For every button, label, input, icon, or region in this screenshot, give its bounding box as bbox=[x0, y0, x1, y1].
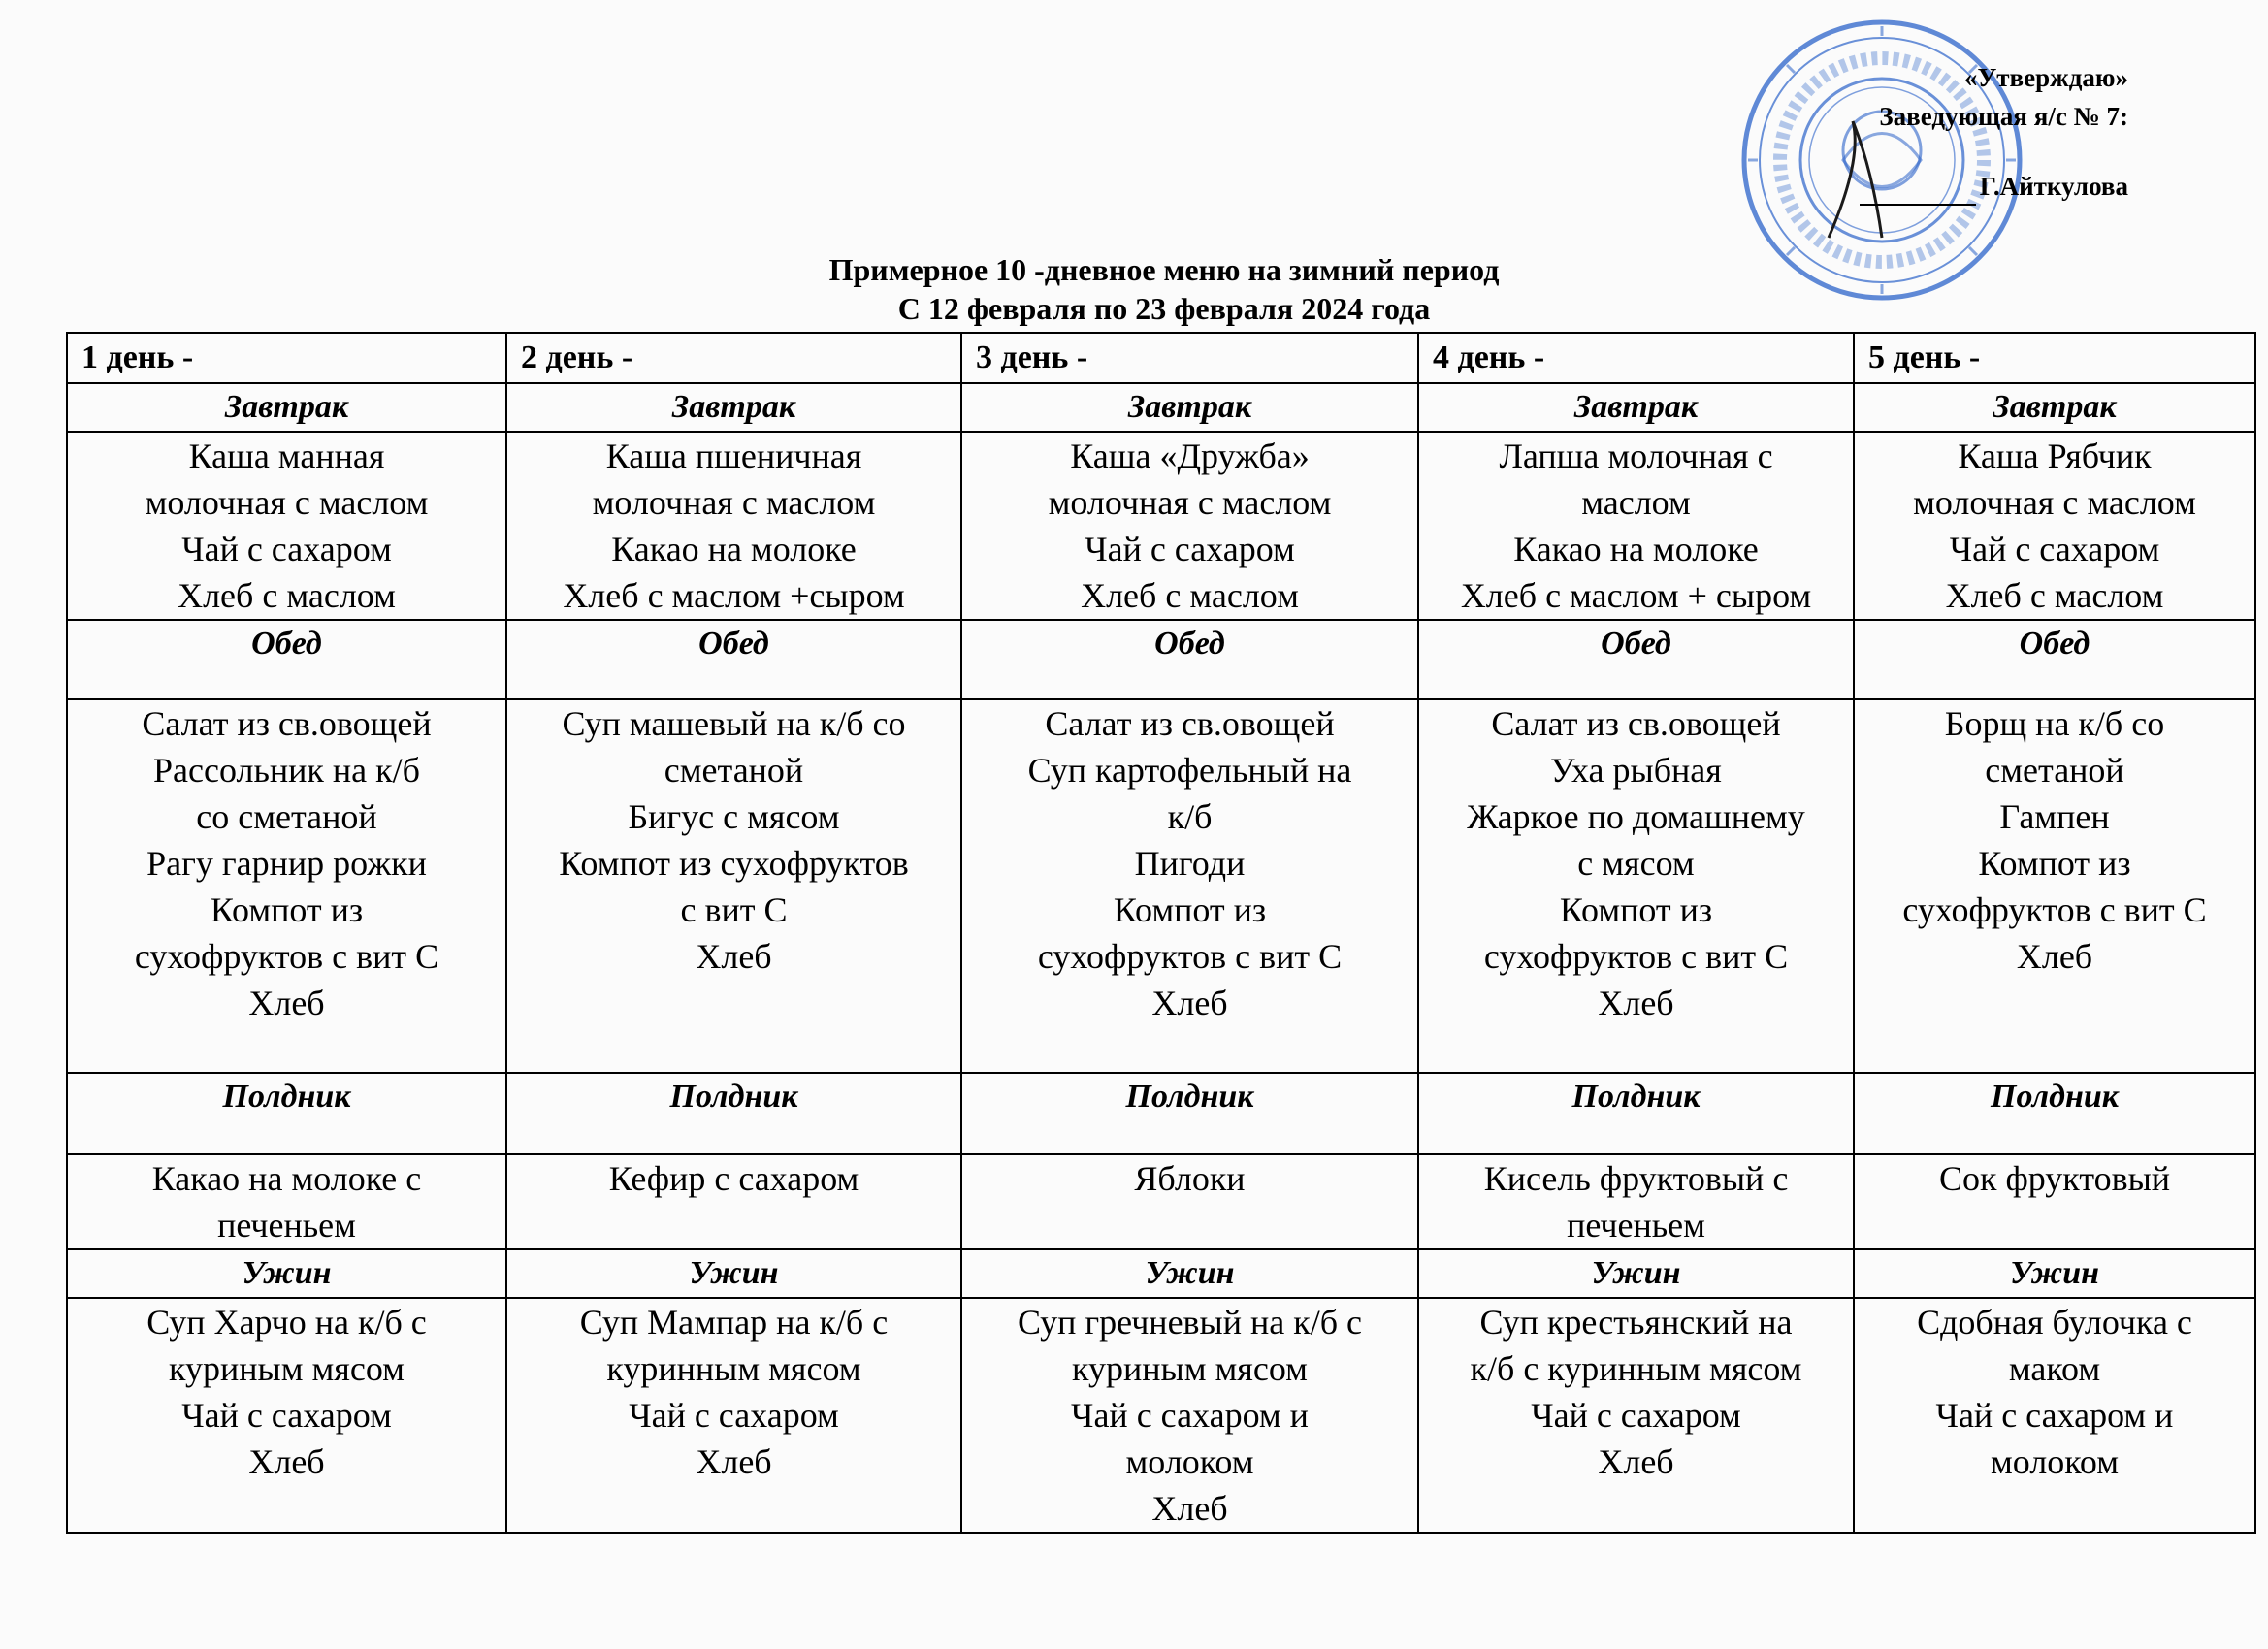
dish-line: Жаркое по домашнему bbox=[1467, 797, 1805, 836]
dinner-row bbox=[67, 1298, 2255, 1533]
meal-label-snack: Полдник bbox=[1854, 1073, 2255, 1154]
snack-cell bbox=[1418, 1154, 1854, 1249]
dish-line: Каша «Дружба» bbox=[1070, 436, 1310, 475]
lunch-cell bbox=[1418, 699, 1854, 1073]
dish-line: Хлеб bbox=[2016, 937, 2093, 976]
snack-cell bbox=[506, 1154, 961, 1249]
dish-line: Хлеб с маслом + сыром bbox=[1460, 576, 1812, 615]
dish-line: Компот из bbox=[1559, 890, 1713, 929]
dish-line: Лапша молочная с bbox=[1499, 436, 1773, 475]
dish-line: молочная с маслом bbox=[145, 483, 429, 522]
dish-line: куринным мясом bbox=[606, 1349, 861, 1388]
snack-cell bbox=[1854, 1154, 2255, 1249]
day-header: 4 день - bbox=[1418, 333, 1854, 383]
meal-label-snack: Полдник bbox=[67, 1073, 506, 1154]
dish-line: Чай с сахаром bbox=[181, 1396, 392, 1435]
dish-line: Хлеб bbox=[696, 1442, 772, 1481]
breakfast-label-row bbox=[67, 383, 2255, 432]
meal-label-dinner: Ужин bbox=[961, 1249, 1418, 1298]
dish-line: с вит С bbox=[680, 890, 788, 929]
meal-label-dinner: Ужин bbox=[67, 1249, 506, 1298]
meal-label-lunch: Обед bbox=[961, 620, 1418, 699]
dish-line: Суп Мампар на к/б с bbox=[579, 1303, 889, 1342]
breakfast-cell bbox=[961, 432, 1418, 620]
dish-line: со сметаной bbox=[196, 797, 377, 836]
meal-label-snack: Полдник bbox=[506, 1073, 961, 1154]
dish-line: Хлеб bbox=[1598, 1442, 1674, 1481]
dish-line: Компот из bbox=[1978, 844, 2131, 883]
meal-label-breakfast: Завтрак bbox=[506, 383, 961, 432]
snack-row bbox=[67, 1154, 2255, 1249]
menu-table bbox=[66, 332, 2256, 1534]
dinner-cell bbox=[1418, 1298, 1854, 1533]
breakfast-row bbox=[67, 432, 2255, 620]
dish-line: Какао на молоке bbox=[611, 530, 857, 568]
dish-line: Чай с сахаром bbox=[1531, 1396, 1741, 1435]
approval-position: Заведующая я/с № 7: bbox=[1879, 102, 2128, 131]
dish-line: маком bbox=[2008, 1349, 2101, 1388]
meal-label-lunch: Обед bbox=[1418, 620, 1854, 699]
dish-line: Рассольник на к/б bbox=[153, 751, 420, 790]
dish-line: куриным мясом bbox=[169, 1349, 405, 1388]
dish-line: Суп гречневый на к/б с bbox=[1017, 1303, 1363, 1342]
dish-line: Борщ на к/б со bbox=[1944, 704, 2165, 743]
dish-line: Рагу гарнир рожки bbox=[146, 844, 427, 883]
dinner-label-row bbox=[67, 1249, 2255, 1298]
dish-line: сухофруктов с вит С bbox=[1902, 890, 2207, 929]
dish-line: Хлеб с маслом bbox=[1081, 576, 1299, 615]
day-header: 5 день - bbox=[1854, 333, 2255, 383]
dish-line: Яблоки bbox=[1134, 1159, 1246, 1198]
dinner-cell bbox=[961, 1298, 1418, 1533]
title-line-2: С 12 февраля по 23 февраля 2024 года bbox=[897, 291, 1431, 326]
lunch-cell bbox=[1854, 699, 2255, 1073]
dish-line: Хлеб bbox=[1151, 1489, 1228, 1528]
dish-line: Суп картофельный на bbox=[1027, 751, 1352, 790]
dish-line: с мясом bbox=[1577, 844, 1695, 883]
day-header: 3 день - bbox=[961, 333, 1418, 383]
signature-line bbox=[1860, 200, 1976, 206]
meal-label-breakfast: Завтрак bbox=[961, 383, 1418, 432]
dish-line: Чай с сахаром bbox=[1085, 530, 1295, 568]
dish-line: молочная с маслом bbox=[1048, 483, 1332, 522]
dish-line: Бигус с мясом bbox=[628, 797, 840, 836]
dish-line: молоком bbox=[1990, 1442, 2120, 1481]
breakfast-cell bbox=[506, 432, 961, 620]
dish-line: к/б с куринным мясом bbox=[1470, 1349, 1802, 1388]
dish-line: Компот из bbox=[210, 890, 364, 929]
dish-line: сухофруктов с вит С bbox=[134, 937, 439, 976]
meal-label-dinner: Ужин bbox=[506, 1249, 961, 1298]
approval-heading: «Утверждаю» bbox=[1963, 63, 2128, 92]
dish-line: Сдобная булочка с bbox=[1917, 1303, 2192, 1342]
dish-line: Кисель фруктовый с bbox=[1483, 1159, 1789, 1198]
dish-line: Хлеб bbox=[1151, 984, 1228, 1022]
lunch-cell bbox=[506, 699, 961, 1073]
dish-line: печеньем bbox=[1567, 1206, 1705, 1245]
dish-line: Какао на молоке с bbox=[151, 1159, 422, 1198]
page-title bbox=[0, 250, 2268, 328]
dish-line: Каша пшеничная bbox=[605, 436, 862, 475]
signatory-name: Г.Айткулова bbox=[1979, 172, 2128, 201]
dish-line: Чай с сахаром bbox=[181, 530, 392, 568]
dish-line: к/б bbox=[1167, 797, 1213, 836]
breakfast-cell bbox=[1418, 432, 1854, 620]
dish-line: Хлеб bbox=[696, 937, 772, 976]
meal-label-lunch: Обед bbox=[506, 620, 961, 699]
title-line-1: Примерное 10 -дневное меню на зимний период bbox=[828, 252, 1500, 287]
dish-line: Кефир с сахаром bbox=[608, 1159, 859, 1198]
dish-line: Суп Харчо на к/б с bbox=[146, 1303, 427, 1342]
dish-line: Хлеб bbox=[248, 984, 325, 1022]
dish-line: Чай с сахаром bbox=[1949, 530, 2160, 568]
dish-line: Чай с сахаром и bbox=[1071, 1396, 1309, 1435]
dish-line: Хлеб с маслом bbox=[178, 576, 396, 615]
meal-label-snack: Полдник bbox=[961, 1073, 1418, 1154]
dish-line: молочная с маслом bbox=[592, 483, 876, 522]
dinner-cell bbox=[1854, 1298, 2255, 1533]
day-header: 2 день - bbox=[506, 333, 961, 383]
dish-line: молоком bbox=[1125, 1442, 1254, 1481]
dish-line: маслом bbox=[1581, 483, 1691, 522]
breakfast-cell bbox=[67, 432, 506, 620]
dish-line: Суп крестьянский на bbox=[1479, 1303, 1793, 1342]
dish-line: печеньем bbox=[217, 1206, 356, 1245]
dish-line: Чай с сахаром и bbox=[1935, 1396, 2174, 1435]
dish-line: Хлеб bbox=[248, 1442, 325, 1481]
breakfast-cell bbox=[1854, 432, 2255, 620]
dish-line: сухофруктов с вит С bbox=[1037, 937, 1343, 976]
dish-line: Чай с сахаром bbox=[629, 1396, 839, 1435]
lunch-row bbox=[67, 699, 2255, 1073]
dish-line: куриным мясом bbox=[1072, 1349, 1308, 1388]
dish-line: Компот из сухофруктов bbox=[559, 844, 909, 883]
dish-line: Хлеб с маслом +сыром bbox=[563, 576, 905, 615]
days-header-row bbox=[67, 333, 2255, 383]
meal-label-breakfast: Завтрак bbox=[67, 383, 506, 432]
dish-line: Каша Рябчик bbox=[1958, 436, 2152, 475]
dish-line: Сок фруктовый bbox=[1938, 1159, 2171, 1198]
dish-line: Салат из св.овощей bbox=[1491, 704, 1781, 743]
meal-label-breakfast: Завтрак bbox=[1418, 383, 1854, 432]
meal-label-lunch: Обед bbox=[67, 620, 506, 699]
dish-line: Хлеб bbox=[1598, 984, 1674, 1022]
snack-cell bbox=[67, 1154, 506, 1249]
dish-line: Хлеб с маслом bbox=[1945, 576, 2164, 615]
dish-line: Уха рыбная bbox=[1550, 751, 1722, 790]
snack-label-row bbox=[67, 1073, 2255, 1154]
lunch-cell bbox=[67, 699, 506, 1073]
approval-block bbox=[1860, 58, 2128, 206]
dinner-cell bbox=[67, 1298, 506, 1533]
meal-label-lunch: Обед bbox=[1854, 620, 2255, 699]
meal-label-snack: Полдник bbox=[1418, 1073, 1854, 1154]
dish-line: Гампен bbox=[1999, 797, 2110, 836]
lunch-cell bbox=[961, 699, 1418, 1073]
dish-line: Каша манная bbox=[188, 436, 385, 475]
dish-line: Суп машевый на к/б со bbox=[562, 704, 906, 743]
approval-signature bbox=[1860, 167, 2128, 206]
dish-line: сметаной bbox=[1985, 751, 2124, 790]
dish-line: молочная с маслом bbox=[1913, 483, 2196, 522]
meal-label-dinner: Ужин bbox=[1854, 1249, 2255, 1298]
dish-line: Салат из св.овощей bbox=[142, 704, 432, 743]
day-header: 1 день - bbox=[67, 333, 506, 383]
dinner-cell bbox=[506, 1298, 961, 1533]
dish-line: сухофруктов с вит С bbox=[1483, 937, 1789, 976]
meal-label-dinner: Ужин bbox=[1418, 1249, 1854, 1298]
dish-line: сметаной bbox=[664, 751, 804, 790]
dish-line: Какао на молоке bbox=[1513, 530, 1759, 568]
dish-line: Пигоди bbox=[1134, 844, 1246, 883]
lunch-label-row bbox=[67, 620, 2255, 699]
snack-cell bbox=[961, 1154, 1418, 1249]
dish-line: Салат из св.овощей bbox=[1045, 704, 1335, 743]
meal-label-breakfast: Завтрак bbox=[1854, 383, 2255, 432]
dish-line: Компот из bbox=[1113, 890, 1267, 929]
